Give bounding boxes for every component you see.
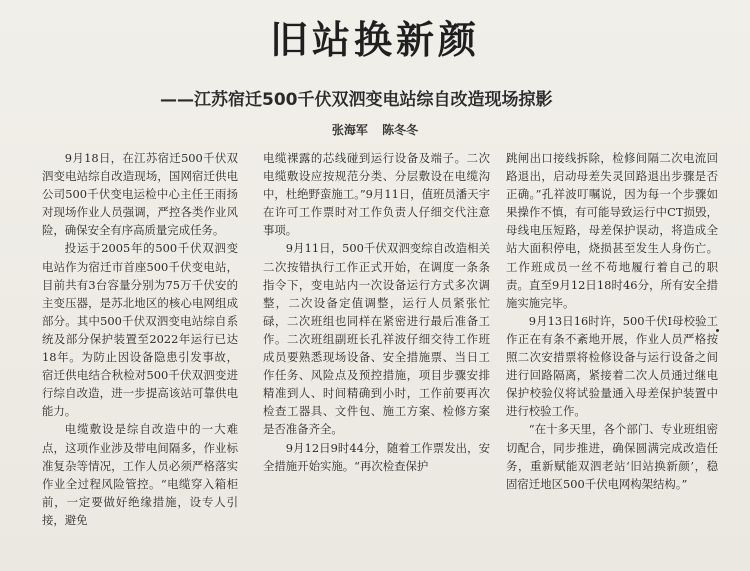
paragraph: 9月11日，500千伏双泗变综自改造相关二次按错执行工作正式开始，在调度一条条指令下，变电站内一次设备运行方式多次调整，二次设备定值调整，运行人员紧张忙碌，二次班组也同样在紧密进行最后准备工作。二次班组副班长孔祥波仔细交待工作班成员要熟悉现场设备、安全措施票、当日工作任务、风险点及预控措施，项目步骤安排精准到人、时间精确到小时，工作前要再次检查工器具、文件包、施工方案、检修方案是否准备齐全。: [263, 241, 490, 437]
article-byline: 张海军 陈冬冬: [331, 123, 419, 137]
article-column-2: [263, 149, 490, 475]
paragraph: 电缆裸露的芯线碰到运行设备及端子。二次电缆敷设应按规范分类、分层敷设在电缆沟中，杜绝野蛮施工。”9月11日，值班员潘天宇在许可工作票时对工作负责人仔细交代注意事项。: [263, 151, 490, 238]
paragraph: 跳闸出口接线拆除，检修间隔二次电流回路退出，启动母差失灵回路退出步骤是否正确。”孔祥波叮嘱说，因为每一个步骤如果操作不慎，有可能导致运行中CT损毁，母线电压短路，母差保护误动，将造成全站大面积停电，烧损甚至发生人身伤亡。工作班成员一丝不苟地履行着自己的职责。直至9月12日18时46分，所有安全措施实施完毕。: [506, 151, 718, 310]
article-column-1: [42, 149, 238, 529]
article-headline: 旧站换新颜: [269, 17, 480, 62]
paragraph: 9月13日16时许，500千伏Ⅰ母校验工作正在有条不紊地开展，作业人员严格按照二次安措票将检修设备与运行设备之间进行回路隔离，紧接着二次人员通过继电保护校验仪将试验量通入母差保护装置中进行校验工作。: [506, 313, 718, 419]
article-subheadline: ——江苏宿迁500千伏双泗变电站综自改造现场掠影: [160, 90, 553, 110]
paragraph: 9月18日，在江苏宿迁500千伏双泗变电站综自改造现场，国网宿迁供电公司500千伏变电运检中心主任王雨扬对现场作业人员强调，严控各类作业风险，确保安全有序高质量完成任务。: [42, 151, 238, 238]
paragraph: 投运于2005年的500千伏双泗变电站作为宿迁市首座500千伏变电站，目前共有3台容量分别为75万千伏安的主变压器，是苏北地区的核心电网组成部分。其中500千伏双泗变电站综自系统及部分保护装置至2022年运行已达18年。为防止因设备隐患引发事故，宿迁供电结合秋检对500千伏双泗变进行综自改造，进一步提高该站可靠供电能力。: [42, 241, 238, 419]
paragraph: 电缆敷设是综自改造中的一大难点，这项作业涉及带电间隔多，作业标准复杂等情况，工作人员必须严格落实作业全过程风险管控。“电缆穿入箱柜前，一定要做好绝缘措施，设专人引接，避免: [42, 422, 238, 527]
paragraph: 9月12日9时44分，随着工作票发出，安全措施开始实施。“再次检查保护: [263, 440, 490, 473]
article-column-3: [506, 149, 718, 493]
print-speck: [716, 329, 719, 332]
paragraph: “在十多天里，各个部门、专业班组密切配合，同步推进，确保圆满完成改造任务，重新赋能双泗老站‘旧站换新颜’，稳固宿迁地区500千伏电网构架结构。”: [506, 422, 718, 491]
